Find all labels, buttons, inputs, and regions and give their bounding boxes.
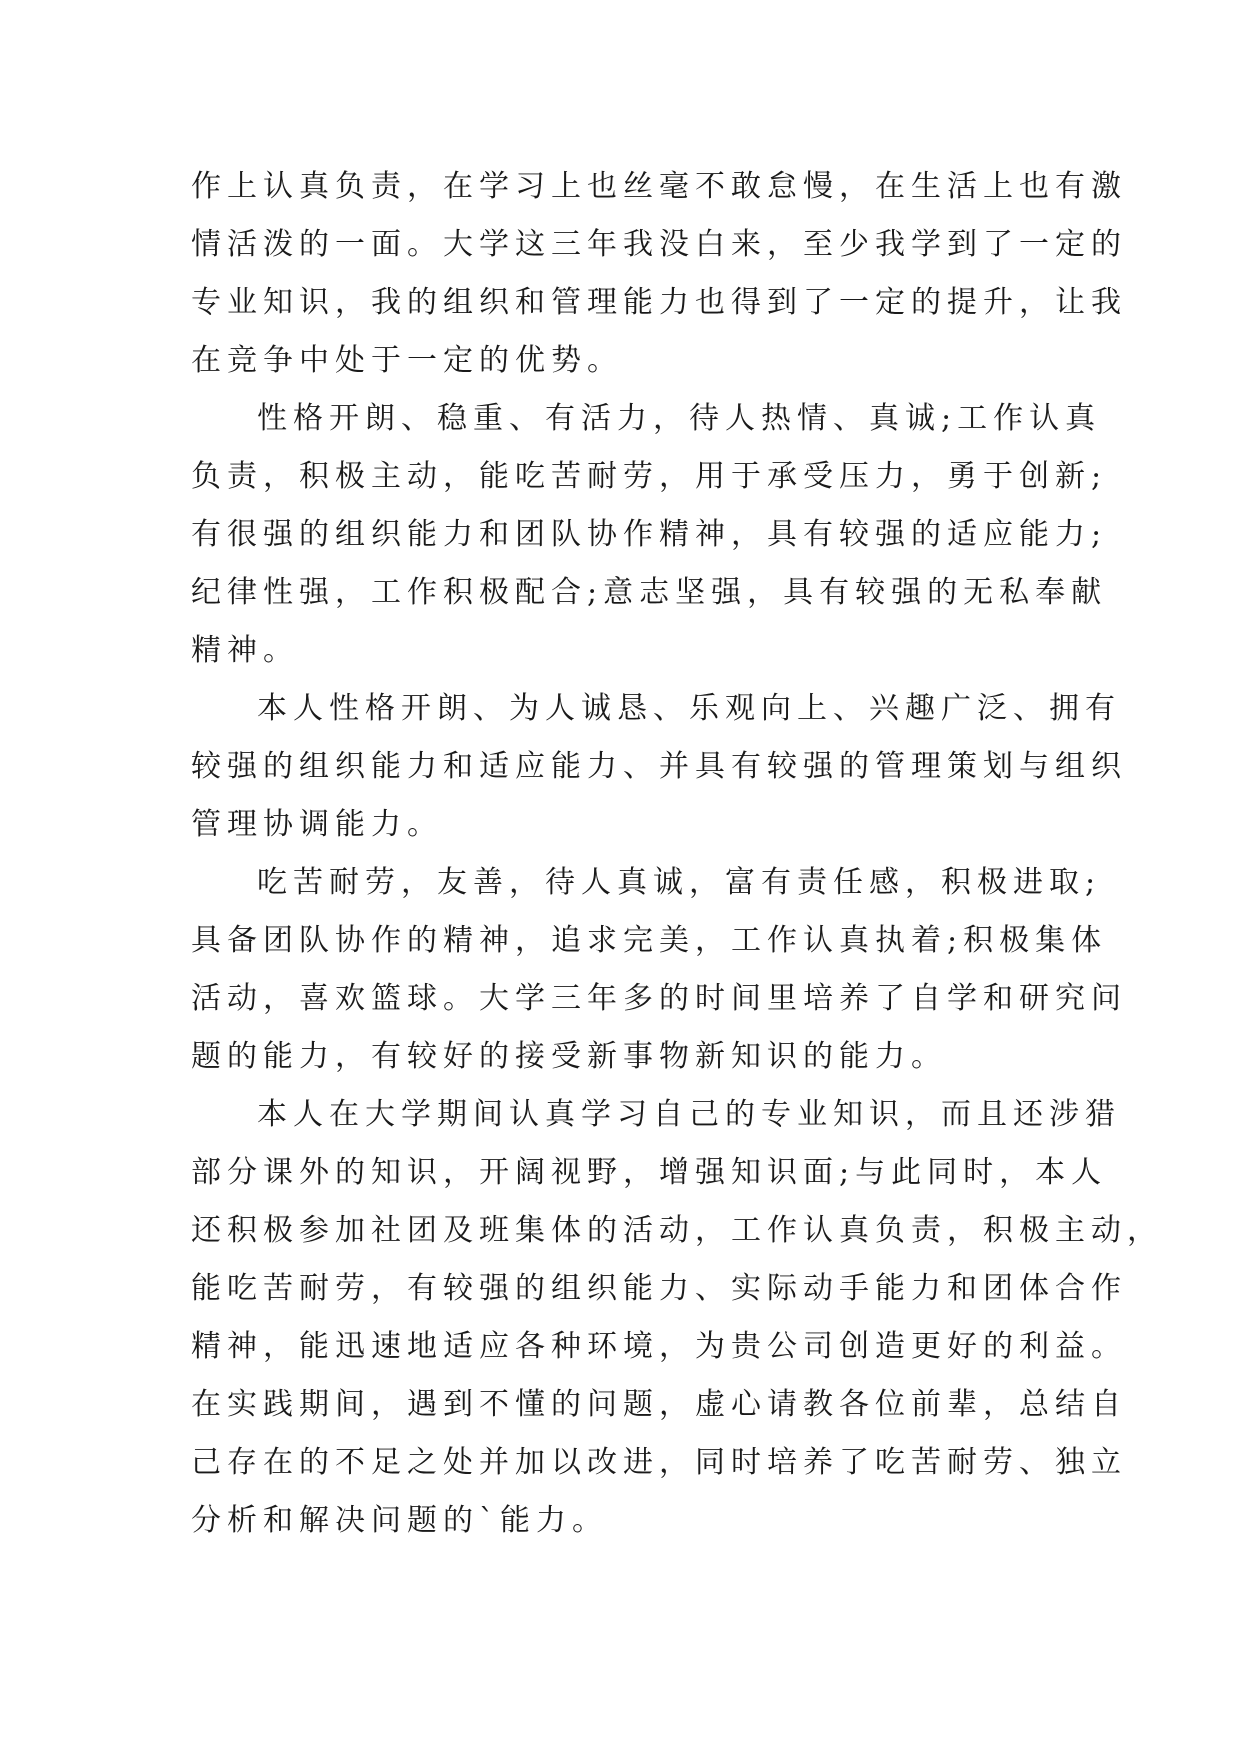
document-body bbox=[191, 158, 1163, 1550]
text-line: 负责，积极主动，能吃苦耐劳，用于承受压力，勇于创新; bbox=[191, 459, 1108, 494]
paragraph-4 bbox=[191, 854, 1127, 1086]
text-line: 题的能力，有较好的接受新事物新知识的能力。 bbox=[191, 1039, 947, 1074]
text-line: 部分课外的知识，开阔视野，增强知识面;与此同时，本人 bbox=[191, 1155, 1108, 1190]
text-line: 本人在大学期间认真学习自己的专业知识，而且还涉猎 bbox=[257, 1097, 1121, 1132]
text-line: 情活泼的一面。大学这三年我没白来，至少我学到了一定的 bbox=[191, 227, 1127, 262]
text-line: 具备团队协作的精神，追求完美，工作认真执着;积极集体 bbox=[191, 923, 1108, 958]
text-line: 吃苦耐劳，友善，待人真诚，富有责任感，积极进取; bbox=[257, 865, 1102, 900]
text-line: 较强的组织能力和适应能力、并具有较强的管理策划与组织 bbox=[191, 749, 1127, 784]
text-line: 性格开朗、稳重、有活力，待人热情、真诚;工作认真 bbox=[257, 401, 1102, 436]
paragraph-5 bbox=[191, 1086, 1163, 1550]
paragraph-3 bbox=[191, 680, 1127, 854]
text-line: 精神，能迅速地适应各种环境，为贵公司创造更好的利益。 bbox=[191, 1329, 1127, 1364]
paragraph-1 bbox=[191, 158, 1127, 390]
text-line: 有很强的组织能力和团队协作精神，具有较强的适应能力; bbox=[191, 517, 1108, 552]
text-line: 己存在的不足之处并加以改进，同时培养了吃苦耐劳、独立 bbox=[191, 1445, 1127, 1480]
text-line: 分析和解决问题的`能力。 bbox=[191, 1503, 608, 1538]
text-line: 还积极参加社团及班集体的活动，工作认真负责，积极主动， bbox=[191, 1213, 1163, 1248]
text-line: 管理协调能力。 bbox=[191, 807, 443, 842]
text-line: 在竞争中处于一定的优势。 bbox=[191, 343, 623, 378]
text-line: 能吃苦耐劳，有较强的组织能力、实际动手能力和团体合作 bbox=[191, 1271, 1127, 1306]
text-line: 精神。 bbox=[191, 633, 299, 668]
text-line: 在实践期间，遇到不懂的问题，虚心请教各位前辈，总结自 bbox=[191, 1387, 1127, 1422]
text-line: 本人性格开朗、为人诚恳、乐观向上、兴趣广泛、拥有 bbox=[257, 691, 1121, 726]
paragraph-2 bbox=[191, 390, 1108, 680]
text-line: 专业知识，我的组织和管理能力也得到了一定的提升，让我 bbox=[191, 285, 1127, 320]
text-line: 作上认真负责，在学习上也丝毫不敢怠慢，在生活上也有激 bbox=[191, 169, 1127, 204]
text-line: 活动，喜欢篮球。大学三年多的时间里培养了自学和研究问 bbox=[191, 981, 1127, 1016]
text-line: 纪律性强，工作积极配合;意志坚强，具有较强的无私奉献 bbox=[191, 575, 1108, 610]
